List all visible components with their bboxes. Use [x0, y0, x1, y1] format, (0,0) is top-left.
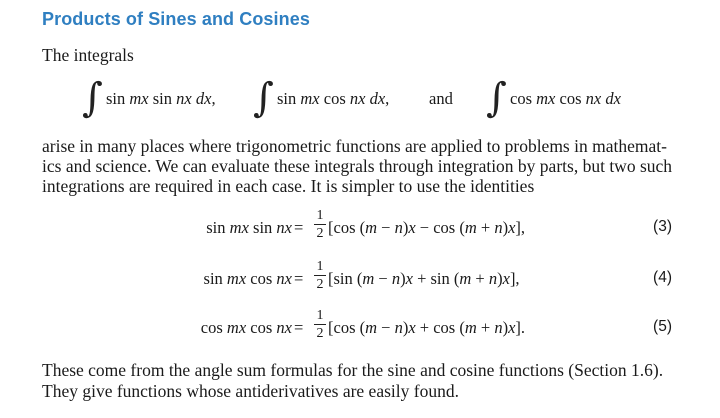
paragraph-line: These come from the angle sum formulas for the sine and cosine functions (Section 1.6). — [42, 360, 664, 380]
fraction-bar — [314, 224, 326, 225]
fraction-numerator: 1 — [316, 259, 324, 274]
equals-sign: = — [294, 218, 304, 237]
integral-expression: sin mx sin nx dx, — [106, 89, 216, 108]
fraction — [314, 308, 326, 341]
fraction-denominator: 2 — [316, 326, 324, 341]
integral-sign-icon: ∫ — [82, 75, 103, 121]
equation-number: (4) — [653, 269, 672, 286]
section-heading: Products of Sines and Cosines — [42, 9, 310, 29]
equation-rhs: [cos (m − n)x − cos (m + n)x], — [328, 218, 526, 237]
integral-sign-icon: ∫ — [486, 75, 507, 121]
equation-row — [0, 310, 720, 354]
equals-sign: = — [294, 269, 304, 288]
paragraph-line: They give functions whose antiderivatives are easily found. — [42, 381, 459, 401]
fraction-bar — [314, 275, 326, 276]
paragraph-line: arise in many places where trigonometric functions are applied to problems in mathemat- — [42, 136, 667, 156]
intro-text: The integrals — [42, 45, 134, 65]
fraction — [314, 259, 326, 292]
paragraph-line: ics and science. We can evaluate these integrals through integration by parts, but two such — [42, 156, 673, 176]
fraction-numerator: 1 — [316, 308, 324, 323]
fraction — [314, 208, 326, 241]
fraction-denominator: 2 — [316, 226, 324, 241]
equation-number: (5) — [653, 318, 672, 335]
equation-rhs: [cos (m − n)x + cos (m + n)x]. — [328, 318, 526, 337]
fraction-denominator: 2 — [316, 277, 324, 292]
equation-lhs: cos mx cos nx — [200, 318, 292, 337]
integral-sign-icon: ∫ — [253, 75, 274, 121]
integral-expression: cos mx cos nx dx — [510, 89, 621, 108]
equation-lhs: sin mx sin nx — [206, 218, 292, 237]
conjunction-text: and — [429, 89, 453, 108]
equation-row — [0, 210, 720, 254]
fraction-numerator: 1 — [316, 208, 324, 223]
equation-row — [0, 261, 720, 305]
equals-sign: = — [294, 318, 304, 337]
paragraph-line: integrations are required in each case. It is simpler to use the identities — [42, 176, 535, 196]
equation-number: (3) — [653, 218, 672, 235]
equation-lhs: sin mx cos nx — [203, 269, 292, 288]
fraction-bar — [314, 324, 326, 325]
equation-rhs: [sin (m − n)x + sin (m + n)x], — [328, 269, 520, 288]
integral-expression: sin mx cos nx dx, — [277, 89, 390, 108]
